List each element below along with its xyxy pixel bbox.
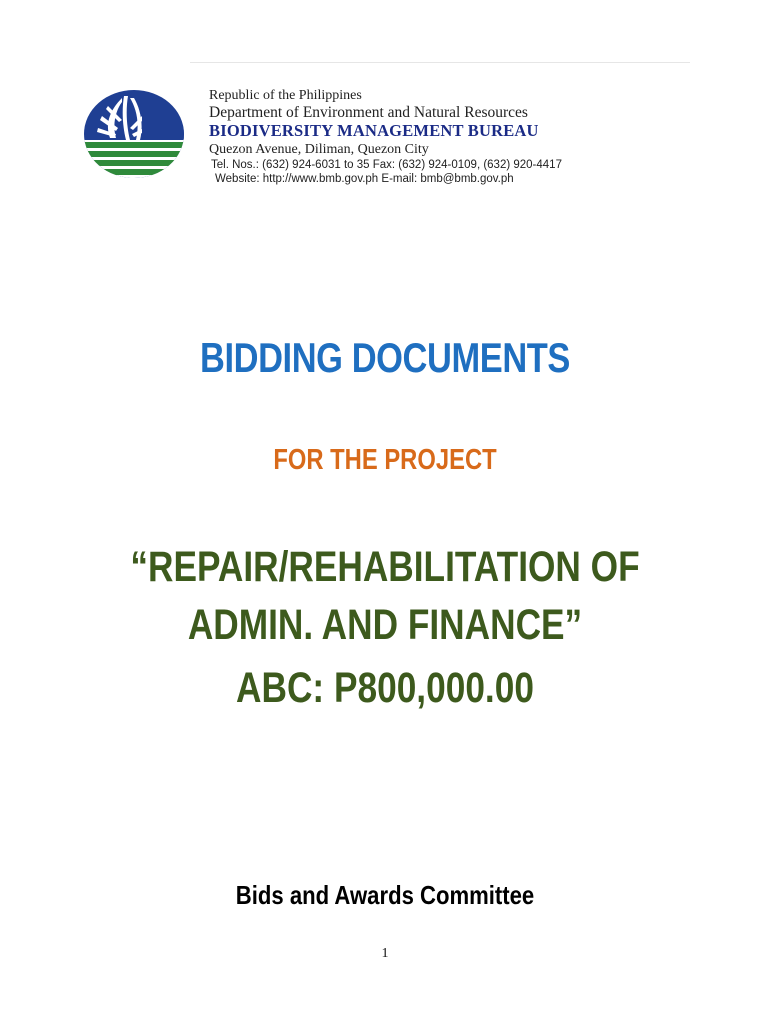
committee-name: Bids and Awards Committee [235, 880, 535, 910]
approved-budget: ABC: P800,000.00 [236, 664, 534, 712]
project-name-line1: “REPAIR/REHABILITATION OF [130, 543, 640, 591]
document-subtitle: FOR THE PROJECT [273, 444, 497, 476]
project-name-line2: ADMIN. AND FINANCE” [187, 601, 583, 649]
website-email-line: Website: http://www.bmb.gov.ph E-mail: bmb@bmb.gov.ph [215, 172, 514, 185]
republic-line: Republic of the Philippines [209, 88, 362, 103]
document-title: BIDDING DOCUMENTS [200, 334, 570, 381]
department-line: Department of Environment and Natural Resources [209, 104, 528, 122]
bureau-name: BIODIVERSITY MANAGEMENT BUREAU [209, 121, 539, 141]
page-number: 1 [381, 946, 389, 961]
address-line: Quezon Avenue, Diliman, Quezon City [209, 141, 429, 157]
project-name [69, 538, 700, 654]
bmb-logo-icon [82, 88, 186, 180]
header-rule [190, 62, 690, 63]
telephone-line: Tel. Nos.: (632) 924-6031 to 35 Fax: (632) 924-0109, (632) 920-4417 [211, 158, 562, 171]
letterhead [209, 88, 709, 185]
